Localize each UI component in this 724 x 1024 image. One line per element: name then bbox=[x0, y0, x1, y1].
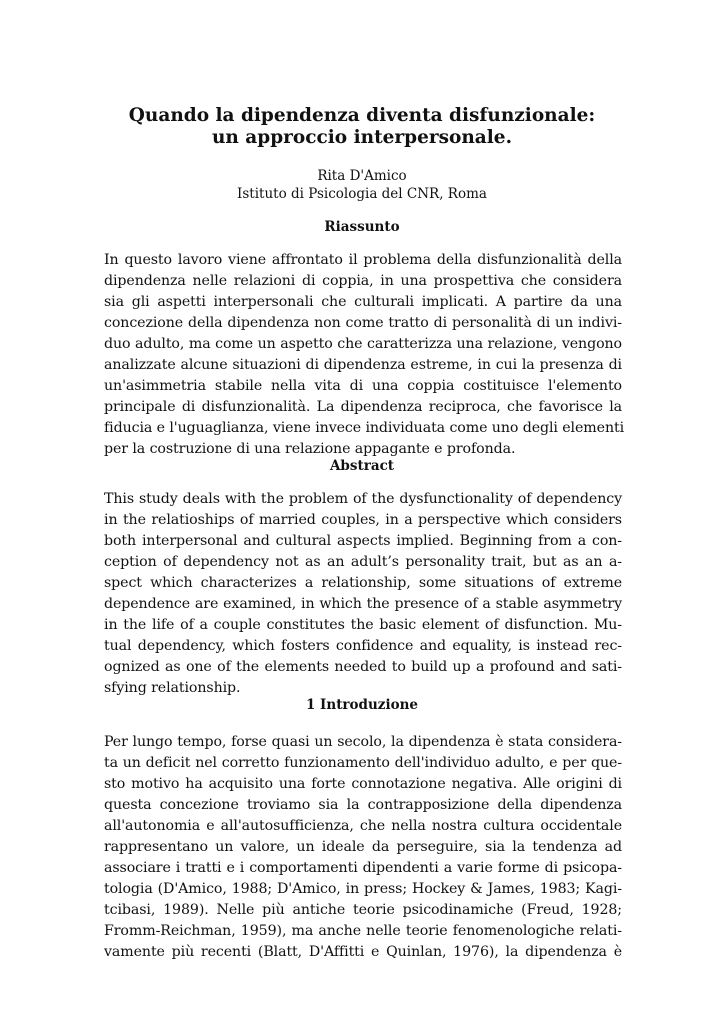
abstract-line: dependence are examined, in which the presence of a stable asymmetry bbox=[104, 596, 622, 612]
introduzione-line: tologia (D'Amico, 1988; D'Amico, in press; Hockey & James, 1983; Kagi- bbox=[104, 881, 622, 897]
introduzione-line: associare i tratti e i comportamenti dipendenti a varie forme di psicopa- bbox=[104, 860, 622, 876]
paper-title-line-1: Quando la dipendenza diventa disfunzionale: bbox=[128, 105, 596, 126]
introduzione-line: tcibasi, 1989). Nelle più antiche teorie psicodinamiche (Freud, 1928; bbox=[104, 902, 622, 918]
abstract-paragraph bbox=[104, 489, 622, 699]
abstract-line: tual dependency, which fosters confidence and equality, is instead rec- bbox=[104, 638, 622, 654]
riassunto-paragraph bbox=[104, 250, 625, 460]
riassunto-line: sia gli aspetti interpersonali che culturali implicati. A partire da una bbox=[104, 294, 622, 310]
introduzione-line: sto motivo ha acquisito una forte connotazione negativa. Alle origini di bbox=[104, 776, 622, 792]
riassunto-line: concezione della dipendenza non come tratto di personalità di un indivi- bbox=[104, 315, 622, 331]
riassunto-heading: Riassunto bbox=[324, 219, 400, 235]
abstract-line: both interpersonal and cultural aspects implied. Beginning from a con- bbox=[104, 533, 622, 549]
introduzione-line: ta un deficit nel corretto funzionamento dell'individuo adulto, e per que- bbox=[104, 755, 622, 771]
riassunto-line: duo adulto, ma come un aspetto che caratterizza una relazione, vengono bbox=[104, 336, 622, 352]
introduzione-heading: 1 Introduzione bbox=[305, 697, 419, 713]
abstract-line: ognized as one of the elements needed to build up a profound and sati- bbox=[104, 659, 622, 675]
abstract-line: in the relatioships of married couples, in a perspective which considers bbox=[104, 512, 622, 528]
abstract-line: in the life of a couple constitutes the basic element of disfunction. Mu- bbox=[104, 617, 622, 633]
riassunto-line: principale di disfunzionalità. La dipendenza reciproca, che favorisce la bbox=[104, 399, 622, 415]
riassunto-line: analizzate alcune situazioni di dipendenza estreme, in cui la presenza di bbox=[104, 357, 622, 373]
introduzione-line: Per lungo tempo, forse quasi un secolo, la dipendenza è stata considera- bbox=[104, 734, 622, 750]
author-affiliation: Istituto di Psicologia del CNR, Roma bbox=[237, 186, 487, 202]
riassunto-line: un'asimmetria stabile nella vita di una coppia costituisce l'elemento bbox=[104, 378, 622, 394]
author-name: Rita D'Amico bbox=[317, 168, 407, 184]
introduzione-line: vamente più recenti (Blatt, D'Affitti e Quinlan, 1976), la dipendenza è bbox=[104, 944, 622, 960]
riassunto-line: per la costruzione di una relazione appagante e profonda. bbox=[104, 441, 516, 457]
introduzione-paragraph bbox=[104, 732, 622, 963]
abstract-line: ception of dependency not as an adult’s personality trait, but as an a- bbox=[104, 554, 622, 570]
abstract-line: sfying relationship. bbox=[104, 680, 241, 696]
abstract-line: spect which characterizes a relationship, some situations of extreme bbox=[104, 575, 622, 591]
paper-title-line-2: un approccio interpersonale. bbox=[211, 127, 513, 148]
introduzione-line: Fromm-Reichman, 1959), ma anche nelle teorie fenomenologiche relati- bbox=[104, 923, 622, 939]
abstract-heading: Abstract bbox=[329, 458, 395, 474]
introduzione-line: all'autonomia e all'autosufficienza, che nella nostra cultura occidentale bbox=[104, 818, 622, 834]
abstract-line: This study deals with the problem of the dysfunctionality of dependency bbox=[104, 491, 622, 507]
introduzione-line: questa concezione troviamo sia la contrapposizione della dipendenza bbox=[104, 797, 622, 813]
introduzione-line: rappresentano un valore, un ideale da perseguire, sia la tendenza ad bbox=[104, 839, 622, 855]
riassunto-line: fiducia e l'uguaglianza, viene invece individuata come uno degli elementi bbox=[104, 420, 625, 436]
riassunto-line: dipendenza nelle relazioni di coppia, in una prospettiva che considera bbox=[104, 273, 622, 289]
riassunto-line: In questo lavoro viene affrontato il problema della disfunzionalità della bbox=[104, 252, 622, 268]
